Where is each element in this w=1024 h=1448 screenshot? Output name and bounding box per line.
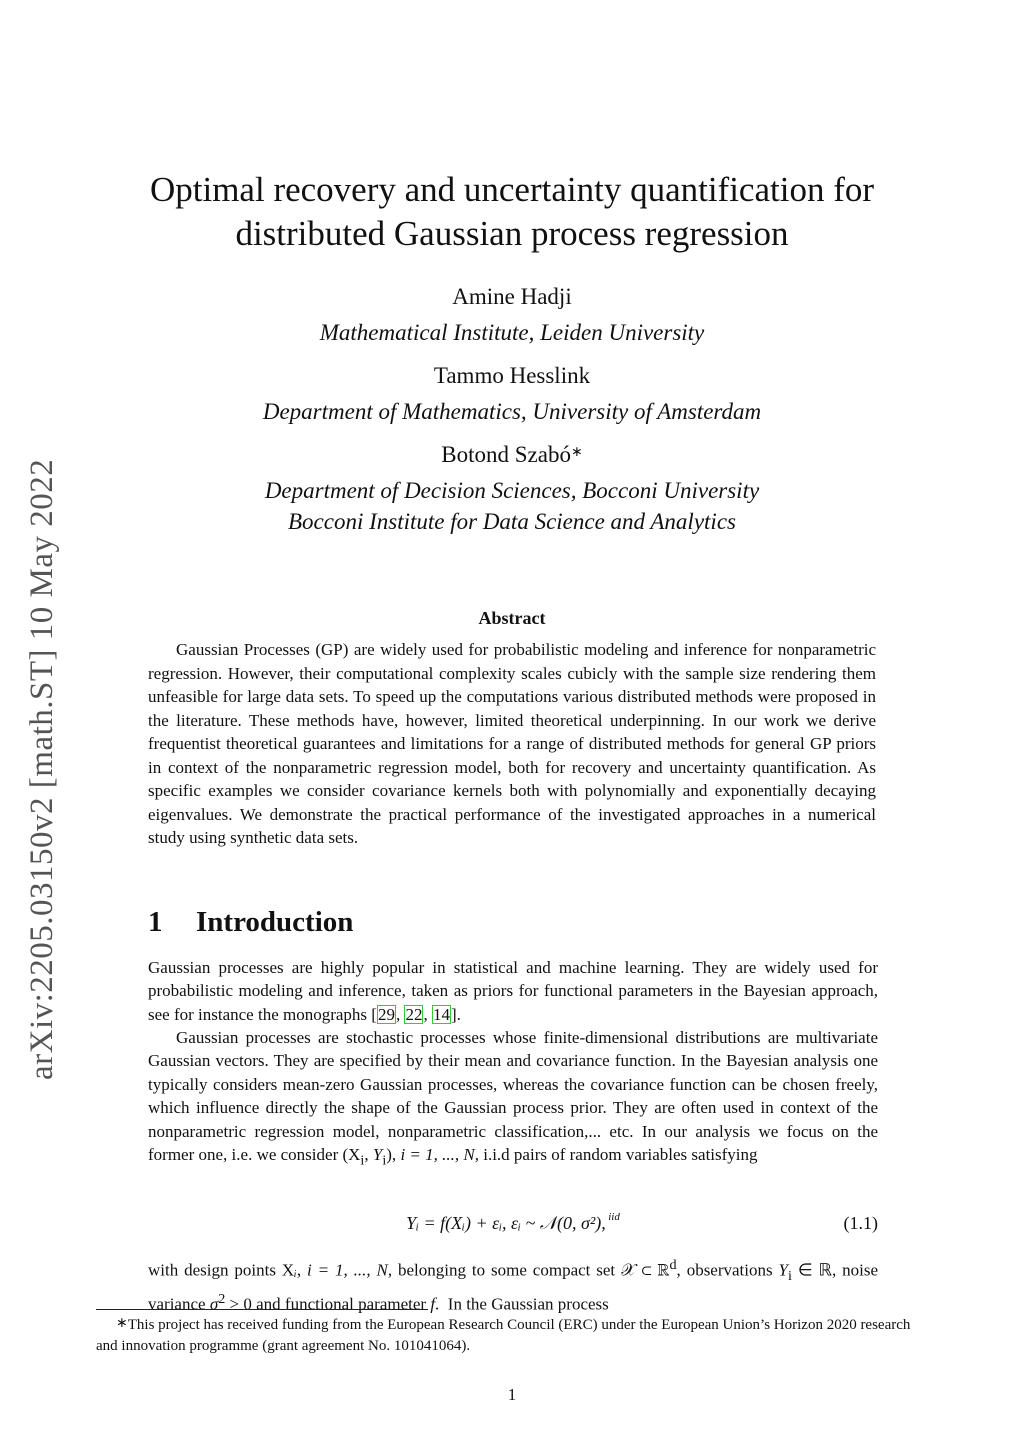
footnote-divider <box>96 1309 428 1310</box>
footnote <box>96 1315 932 1357</box>
author-affiliation-secondary: Bocconi Institute for Data Science and Analytics <box>288 509 736 534</box>
author-name: Tammo Hesslink <box>433 363 591 388</box>
citation-link[interactable]: 22 <box>405 1004 423 1024</box>
page-number: 1 <box>507 1385 517 1404</box>
title-line-1: Optimal recovery and uncertainty quantification for <box>149 170 875 209</box>
author-affiliation: Department of Mathematics, University of Amsterdam <box>262 399 762 424</box>
intro-paragraph-1: Gaussian processes are highly popular in statistical and machine learning. They are widely used for probabilistic modeling and inference, taken as priors for functional parameters in the Bayesian approach, see for instance the monographs [29, 22, 14]. <box>148 958 878 1024</box>
intro-paragraph-3: with design points Xᵢ, i = 1, ..., N, belonging to some compact set 𝒳 ⊂ ℝ$^d$, observations $Y_i$ ∈ ℝ, noise variance $\sigma^2 > 0$ and functional parameter f. In the Gaussian process <box>148 1257 879 1315</box>
citation-link[interactable]: 29 <box>377 1004 395 1024</box>
author-name-with-marker <box>100 440 924 470</box>
author-name: Amine Hadji <box>452 284 572 309</box>
section-number: 1 <box>148 906 163 938</box>
equation-formula: Yᵢ = f(Xᵢ) + εᵢ, εᵢ ~ 𝒩(0, σ²), $^{iid}$ <box>406 1211 620 1233</box>
equation-1-1 <box>148 1208 878 1238</box>
intro-paragraph-2: Gaussian processes are stochastic processes whose finite-dimensional distributions are multivariate Gaussian vectors. They are specified by their mean and covariance function. In the Bayesian analysis one typically considers mean-zero Gaussian processes, whereas the covariance function can be chosen freely, which influence directly the shape of the Gaussian process prior. They are often used in context of the nonparametric regression model, nonparametric classification,... etc. In our analysis we focus on the former one, i.e. we consider ($X_i$, $Y_i$), i = 1, ..., N, i.i.d pairs of random variables satisfying <box>148 1028 878 1169</box>
abstract-text: Gaussian Processes (GP) are widely used for probabilistic modeling and inference for nonparametric regression. However, their computational complexity scales cubicly with the sample size rendering them unfeasible for large data sets. To speed up the computations various distributed methods were proposed in the literature. These methods have, however, limited theoretical underpinning. In our work we derive frequentist theoretical guarantees and limitations for a range of distributed methods for general GP priors in context of the nonparametric regression model, both for recovery and uncertainty quantification. As specific examples we consider covariance kernels both with polynomially and exponentially decaying eigenvalues. We demonstrate the practical performance of the investigated approaches in a numerical study using synthetic data sets. <box>148 640 876 847</box>
section-heading <box>148 902 353 942</box>
title-line-2: distributed Gaussian process regression <box>235 214 789 253</box>
author-affiliation: Department of Decision Sciences, Bocconi University <box>264 478 760 503</box>
abstract-heading: Abstract <box>478 608 546 628</box>
author-affiliation: Mathematical Institute, Leiden University <box>319 320 705 345</box>
footnote-marker: ∗ <box>116 1316 128 1331</box>
author-name: Botond Szabó <box>441 442 571 467</box>
arxiv-identifier: arXiv:2205.03150v2 [math.ST] 10 May 2022 <box>24 458 60 1080</box>
footnote-marker: ∗ <box>570 445 583 460</box>
equation-number: (1.1) <box>843 1213 878 1233</box>
paper-title <box>100 168 924 256</box>
citation-link[interactable]: 14 <box>432 1004 450 1024</box>
footnote-text: This project has received funding from the European Research Council (ERC) under the European Union’s Horizon 2020 research and innovation programme (grant agreement No. 101041064). <box>96 1317 911 1354</box>
iid-marker: iid <box>608 1211 620 1223</box>
section-title: Introduction <box>196 906 354 938</box>
